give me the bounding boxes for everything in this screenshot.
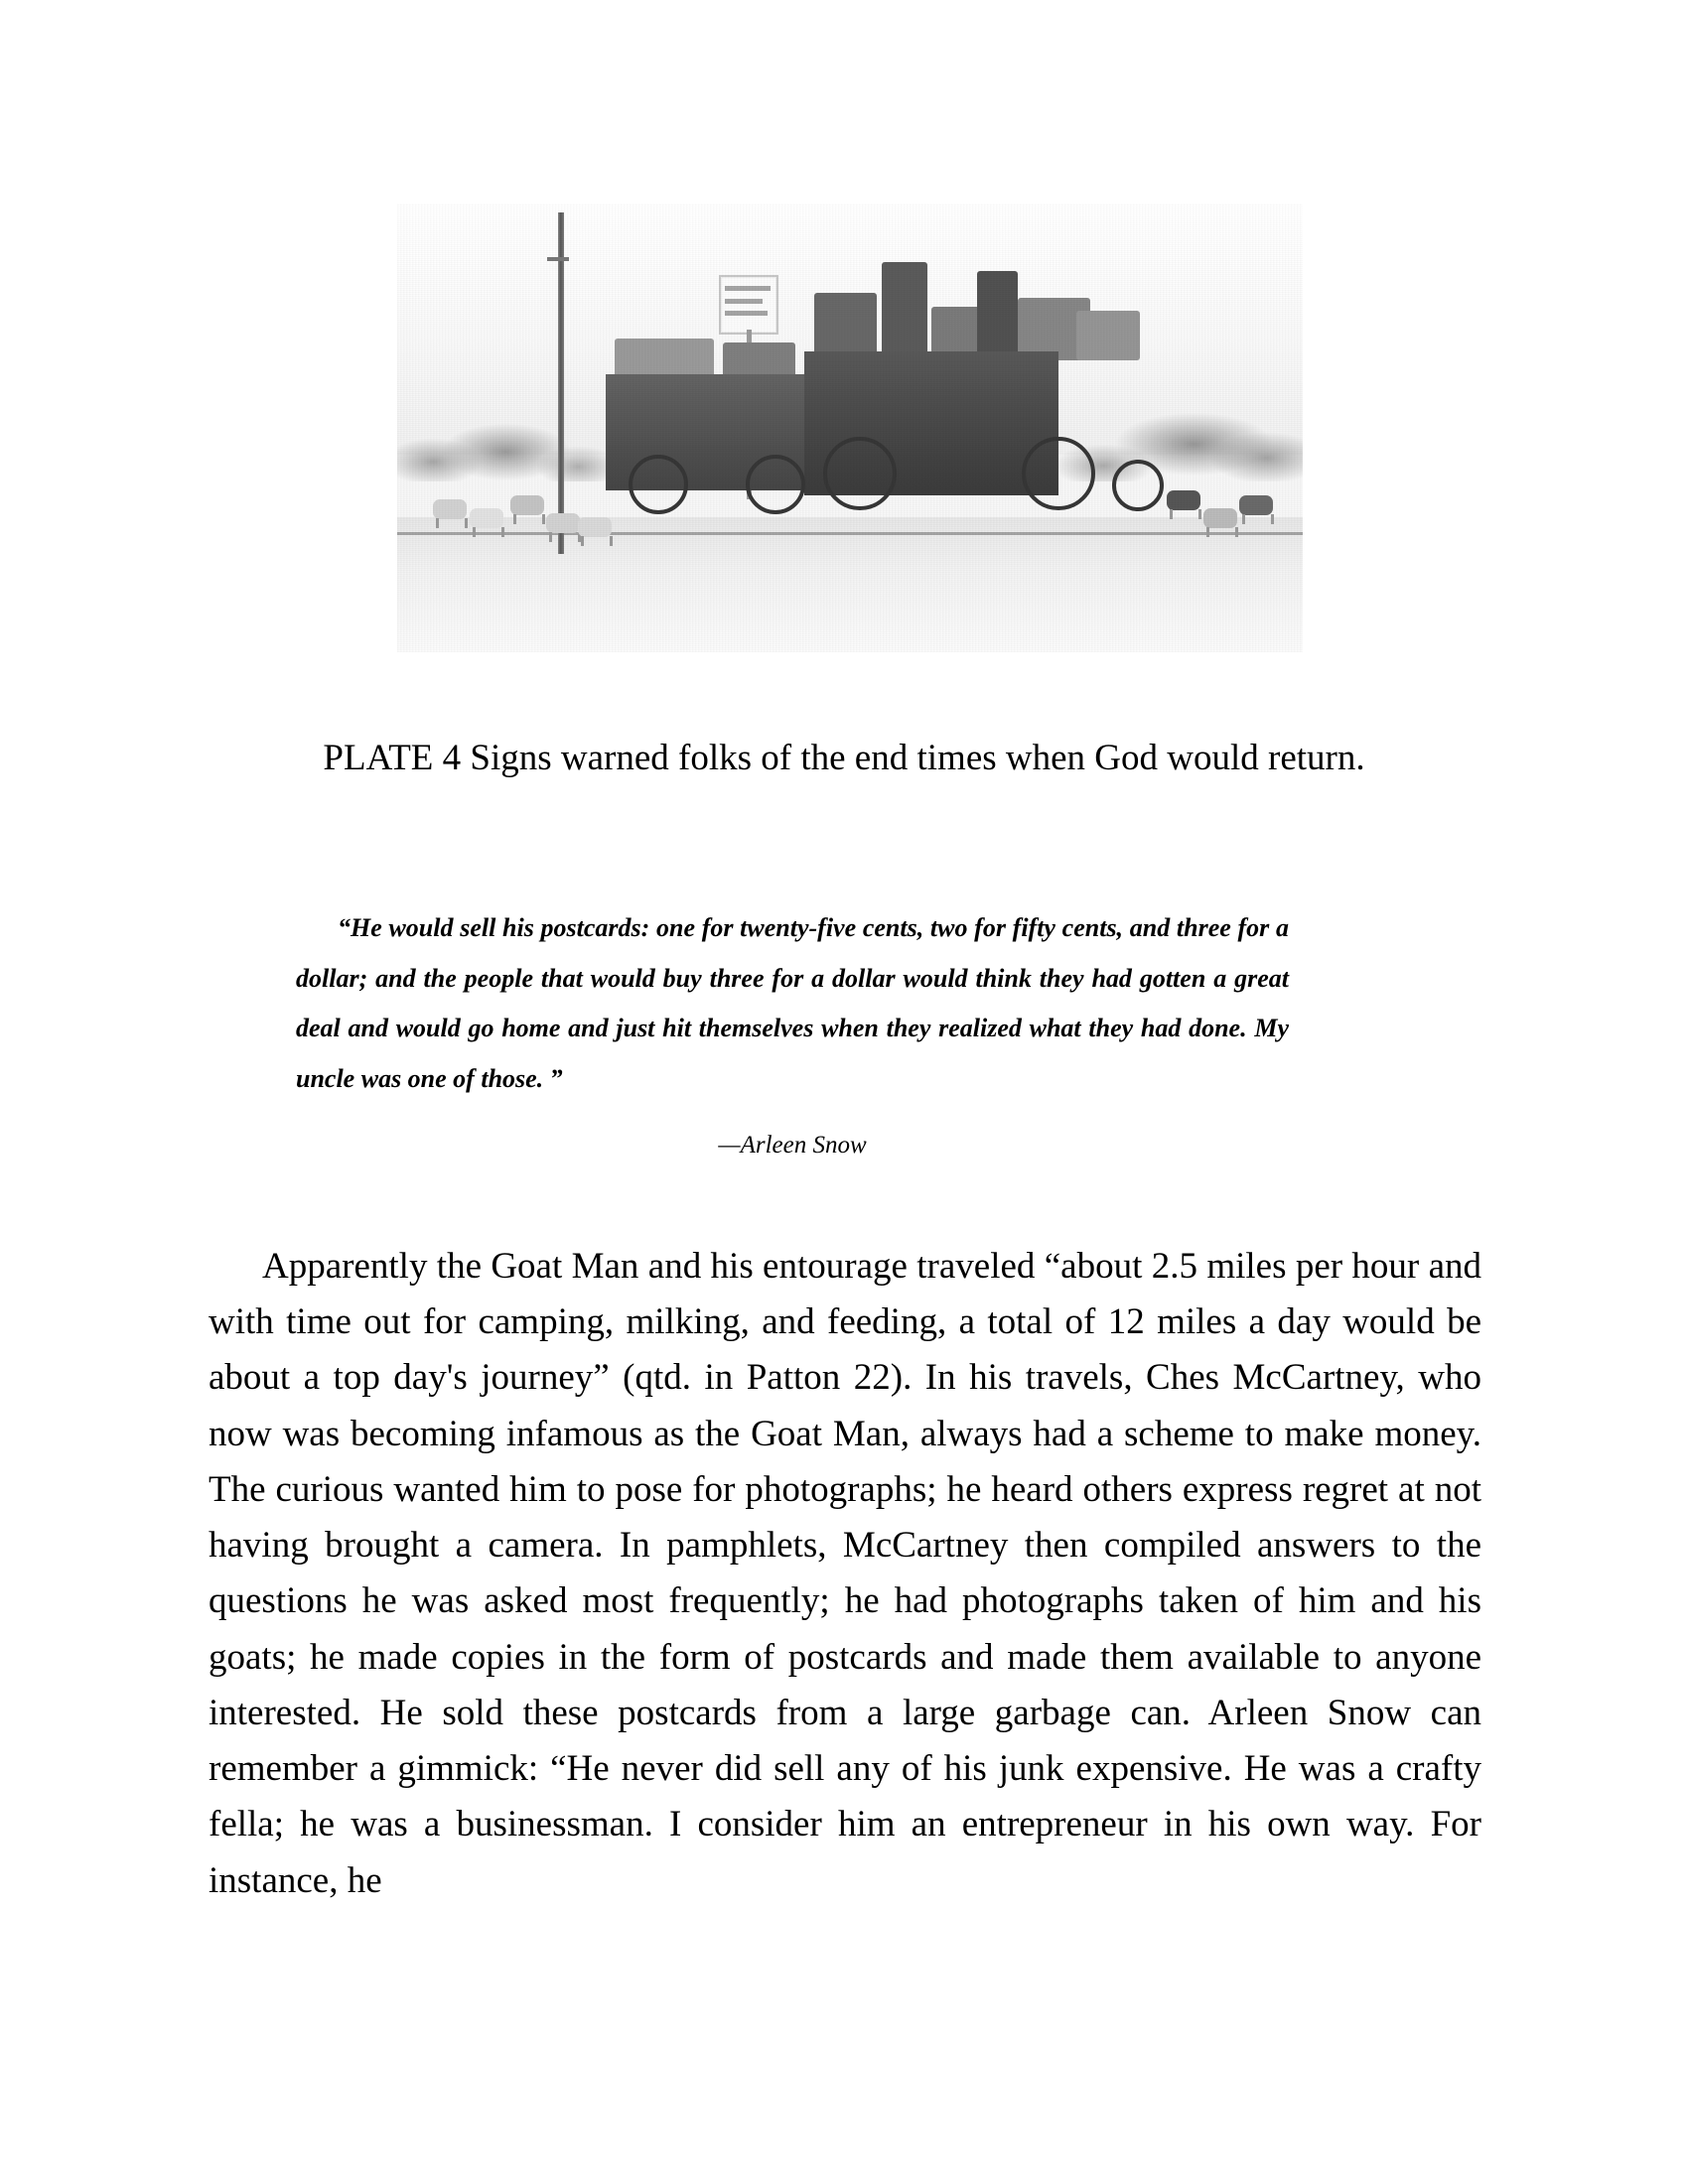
photo-wagon-wheel	[1112, 460, 1164, 511]
photo-goat	[1167, 490, 1200, 510]
photo-goat	[1239, 495, 1273, 515]
pull-quote-attribution: —Arleen Snow	[718, 1132, 867, 1159]
sign-text-line	[725, 311, 768, 316]
sign-text-line	[725, 286, 771, 291]
photo-goat-man-wagon	[397, 204, 1303, 652]
photo-roadside-sign	[719, 275, 778, 335]
photo-goat	[578, 517, 612, 537]
photo-wagon-load	[977, 271, 1018, 356]
photo-wagon-load	[882, 262, 927, 356]
photo-wagon-wheel	[823, 437, 897, 510]
photo-goat	[510, 495, 544, 515]
photo-goat	[1203, 508, 1237, 528]
body-paragraph: Apparently the Goat Man and his entourage traveled “about 2.5 miles per hour and with time out for camping, milking, and feeding, a total of 12 miles a day would be about a top day's journey” (qtd. in Patton 22). In his travels, Ches McCartney, who now was becoming infamous as the Goat Man, always had a scheme to make money. The curious wanted him to pose for photographs; he heard others express regret at not having brought a camera. In pamphlets, McCartney then compiled answers to the questions he was asked most frequently; he had photographs taken of him and his goats; he made copies in the form of postcards and made them available to anyone interested. He sold these postcards from a large garbage can. Arleen Snow can remember a gimmick: “He never did sell any of his junk expensive. He was a crafty fella; he was a businessman. I consider him an entrepreneur in his own way. For instance, he	[209, 1246, 1481, 1901]
photo-goat	[470, 508, 503, 528]
photo-wagon-wheel	[629, 455, 688, 514]
photo-wagon-wheel	[746, 455, 805, 514]
photo-wagon-load	[814, 293, 878, 355]
photo-utility-pole	[558, 212, 564, 554]
pull-quote: “He would sell his postcards: one for twenty-five cents, two for fifty cents, and three for a dollar; and the people that would buy three for a dollar would think they had gotten a great deal and would go home and just hit themselves when they realized what they had done. My uncle was one of those. ”	[296, 913, 1289, 1094]
sign-text-line	[725, 299, 763, 304]
figure-caption: PLATE 4 Signs warned folks of the end times when God would return.	[323, 738, 1365, 778]
photo-goat	[433, 499, 467, 519]
photo-goat	[546, 513, 580, 533]
photo-wagon-load	[1076, 311, 1140, 360]
figure-photograph	[397, 204, 1303, 652]
photo-ground	[397, 517, 1303, 652]
photo-road-edge	[397, 532, 1303, 535]
photo-wagon-wheel	[1022, 437, 1095, 510]
photo-utility-pole-crossarm	[547, 257, 569, 261]
